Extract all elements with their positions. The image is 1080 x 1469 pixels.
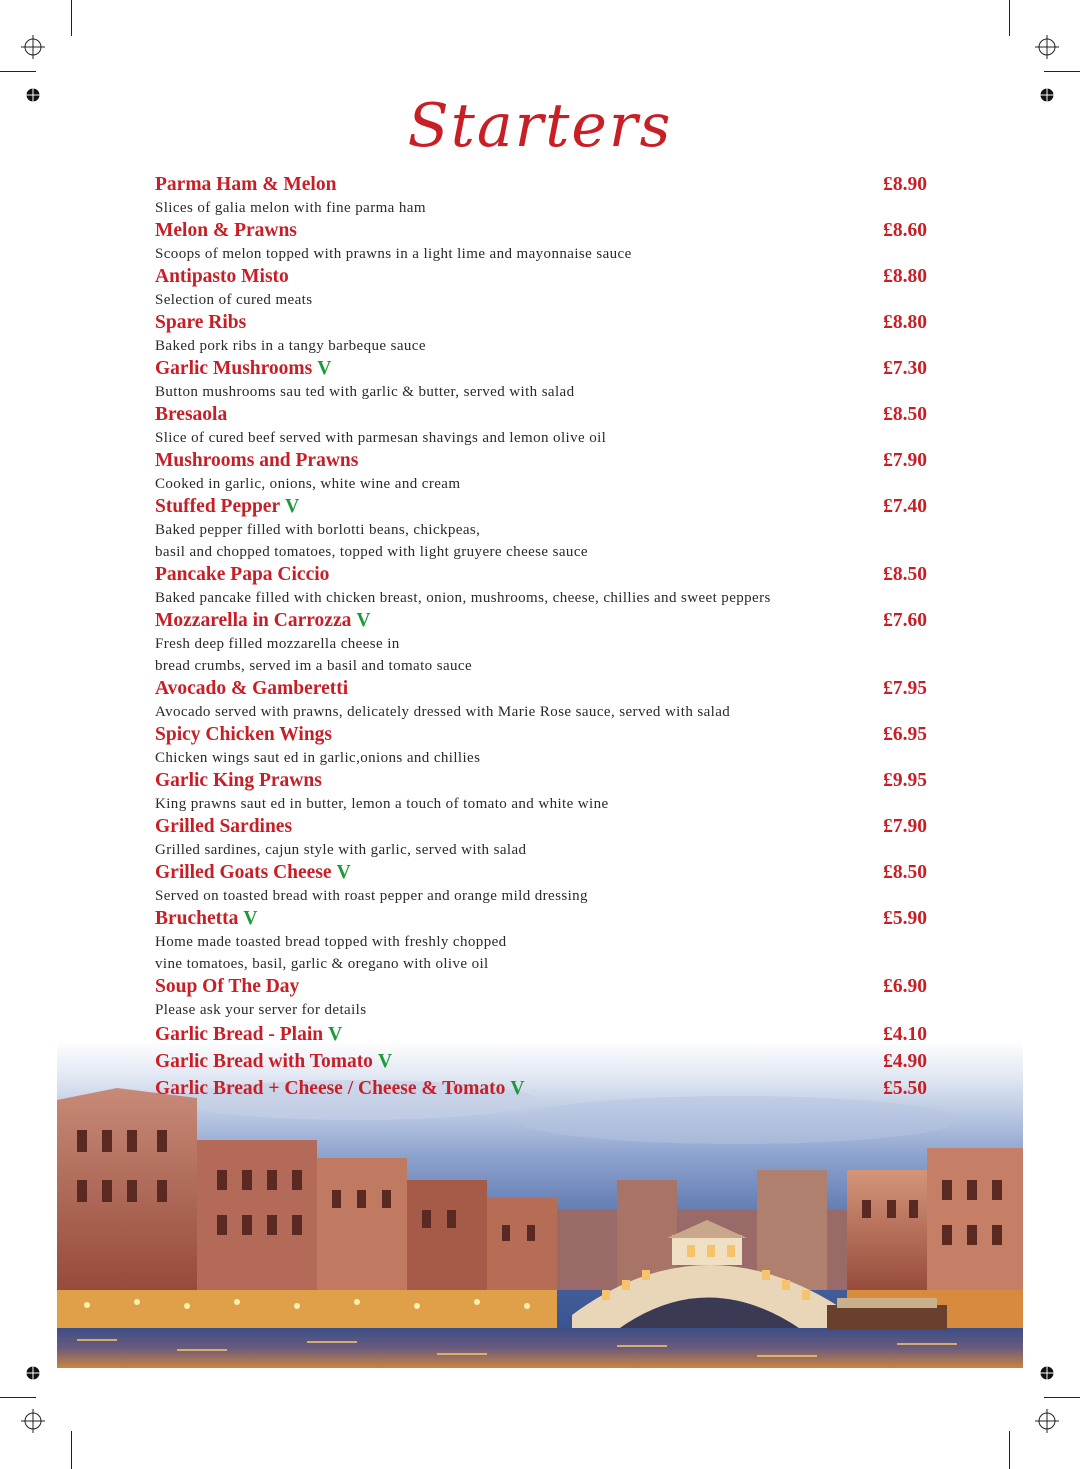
menu-item	[155, 563, 927, 609]
item-description: Home made toasted bread topped with freshly chopped	[155, 934, 507, 950]
item-description: Chicken wings saut ed in garlic,onions and chillies	[155, 750, 481, 766]
item-price: £7.30	[883, 358, 927, 379]
item-name: Bruchetta	[155, 908, 239, 929]
item-name: Grilled Goats Cheese	[155, 862, 332, 883]
item-description: Scoops of melon topped with prawns in a light lime and mayonnaise sauce	[155, 246, 632, 262]
menu-item	[155, 311, 927, 357]
item-description: bread crumbs, served im a basil and tomato sauce	[155, 658, 473, 674]
item-name: Garlic Bread + Cheese / Cheese & Tomato	[155, 1078, 506, 1099]
item-description: King prawns saut ed in butter, lemon a touch of tomato and white wine	[155, 796, 609, 812]
item-description: Baked pepper filled with borlotti beans, chickpeas,	[155, 522, 481, 538]
vegetarian-badge: V	[285, 496, 300, 517]
item-name: Garlic King Prawns	[155, 770, 322, 791]
item-name: Garlic Mushrooms	[155, 358, 313, 379]
item-price: £8.50	[883, 564, 927, 585]
vegetarian-badge: V	[317, 358, 332, 379]
item-name: Grilled Sardines	[155, 816, 293, 837]
garlic-bread-section	[155, 1021, 927, 1102]
item-description: Grilled sardines, cajun style with garlic, served with salad	[155, 842, 527, 858]
item-name: Soup Of The Day	[155, 976, 300, 997]
item-price: £8.90	[883, 174, 927, 195]
item-price: £6.95	[883, 724, 927, 745]
item-name: Garlic Bread with Tomato	[155, 1051, 373, 1072]
item-price: £8.50	[883, 862, 927, 883]
crop-mark	[1009, 0, 1010, 36]
item-price: £7.90	[883, 450, 927, 471]
item-name: Mushrooms and Prawns	[155, 450, 359, 471]
item-name: Spare Ribs	[155, 312, 247, 333]
vegetarian-badge: V	[336, 862, 351, 883]
crop-mark	[1044, 71, 1080, 72]
item-name: Spicy Chicken Wings	[155, 724, 333, 745]
menu-item	[155, 861, 927, 907]
item-price: £8.50	[883, 404, 927, 425]
item-description: Served on toasted bread with roast pepper and orange mild dressing	[155, 888, 588, 904]
vegetarian-badge: V	[328, 1024, 343, 1045]
item-name: Garlic Bread - Plain	[155, 1024, 324, 1045]
item-name: Avocado & Gamberetti	[155, 678, 349, 699]
crop-mark	[1009, 1431, 1010, 1469]
registration-mark-icon	[1035, 1409, 1059, 1433]
item-name: Antipasto Misto	[155, 266, 289, 287]
menu-item	[155, 907, 927, 975]
menu-item	[155, 219, 927, 265]
menu-item	[155, 769, 927, 815]
page-title: Starters	[407, 91, 673, 161]
item-price: £7.40	[883, 496, 927, 517]
item-description: Slices of galia melon with fine parma ham	[155, 200, 426, 216]
item-price: £7.90	[883, 816, 927, 837]
item-description: Selection of cured meats	[155, 292, 313, 308]
menu-item	[155, 495, 927, 563]
menu-item	[155, 1048, 927, 1075]
item-price: £4.90	[883, 1051, 927, 1072]
item-description: Slice of cured beef served with parmesan shavings and lemon olive oil	[155, 430, 607, 446]
menu-item	[155, 815, 927, 861]
vegetarian-badge: V	[243, 908, 258, 929]
crop-mark	[0, 71, 36, 72]
starters-menu	[155, 173, 927, 1102]
menu-item	[155, 975, 927, 1021]
crop-mark	[71, 0, 72, 36]
item-price: £8.80	[883, 266, 927, 287]
item-price: £4.10	[883, 1024, 927, 1045]
vegetarian-badge: V	[377, 1051, 393, 1072]
menu-item	[155, 403, 927, 449]
registration-dot-icon	[26, 1366, 40, 1380]
item-description: Cooked in garlic, onions, white wine and cream	[155, 476, 461, 492]
item-price: £7.60	[883, 610, 927, 631]
registration-mark-icon	[21, 1409, 45, 1433]
crop-mark	[71, 1431, 72, 1469]
item-description: Baked pancake filled with chicken breast, onion, mushrooms, cheese, chillies and sweet peppers	[155, 590, 771, 606]
crop-mark	[1044, 1397, 1080, 1398]
item-name: Pancake Papa Ciccio	[155, 564, 330, 585]
item-price: £8.60	[883, 220, 927, 241]
item-description: Baked pork ribs in a tangy barbeque sauce	[155, 338, 426, 354]
item-price: £9.95	[883, 770, 927, 791]
item-description: basil and chopped tomatoes, topped with light gruyere cheese sauce	[155, 544, 588, 560]
item-name: Mozzarella in Carrozza	[155, 610, 352, 631]
menu-item	[155, 173, 927, 219]
item-price: £5.50	[883, 1078, 927, 1099]
item-name: Parma Ham & Melon	[155, 174, 337, 195]
crop-mark	[0, 1397, 36, 1398]
vegetarian-badge: V	[510, 1078, 525, 1099]
registration-dot-icon	[1040, 1366, 1054, 1380]
item-description: Please ask your server for details	[155, 1002, 367, 1018]
registration-mark-icon	[1035, 35, 1059, 59]
menu-item	[155, 265, 927, 311]
vegetarian-badge: V	[356, 610, 371, 631]
menu-item	[155, 357, 927, 403]
item-name: Bresaola	[155, 404, 228, 425]
item-price: £6.90	[883, 976, 927, 997]
item-description: Button mushrooms sau ted with garlic & butter, served with salad	[155, 384, 575, 400]
menu-item	[155, 609, 927, 677]
item-description: vine tomatoes, basil, garlic & oregano with olive oil	[155, 956, 489, 972]
menu-item	[155, 1075, 927, 1102]
item-price: £8.80	[883, 312, 927, 333]
item-name: Stuffed Pepper	[155, 496, 281, 517]
menu-item	[155, 449, 927, 495]
menu-item	[155, 1021, 927, 1048]
item-price: £5.90	[883, 908, 927, 929]
item-description: Fresh deep filled mozzarella cheese in	[155, 636, 400, 652]
registration-mark-icon	[21, 35, 45, 59]
item-description: Avocado served with prawns, delicately dressed with Marie Rose sauce, served with salad	[155, 704, 731, 720]
item-price: £7.95	[883, 678, 927, 699]
menu-item	[155, 677, 927, 723]
item-name: Melon & Prawns	[155, 220, 297, 241]
menu-item	[155, 723, 927, 769]
